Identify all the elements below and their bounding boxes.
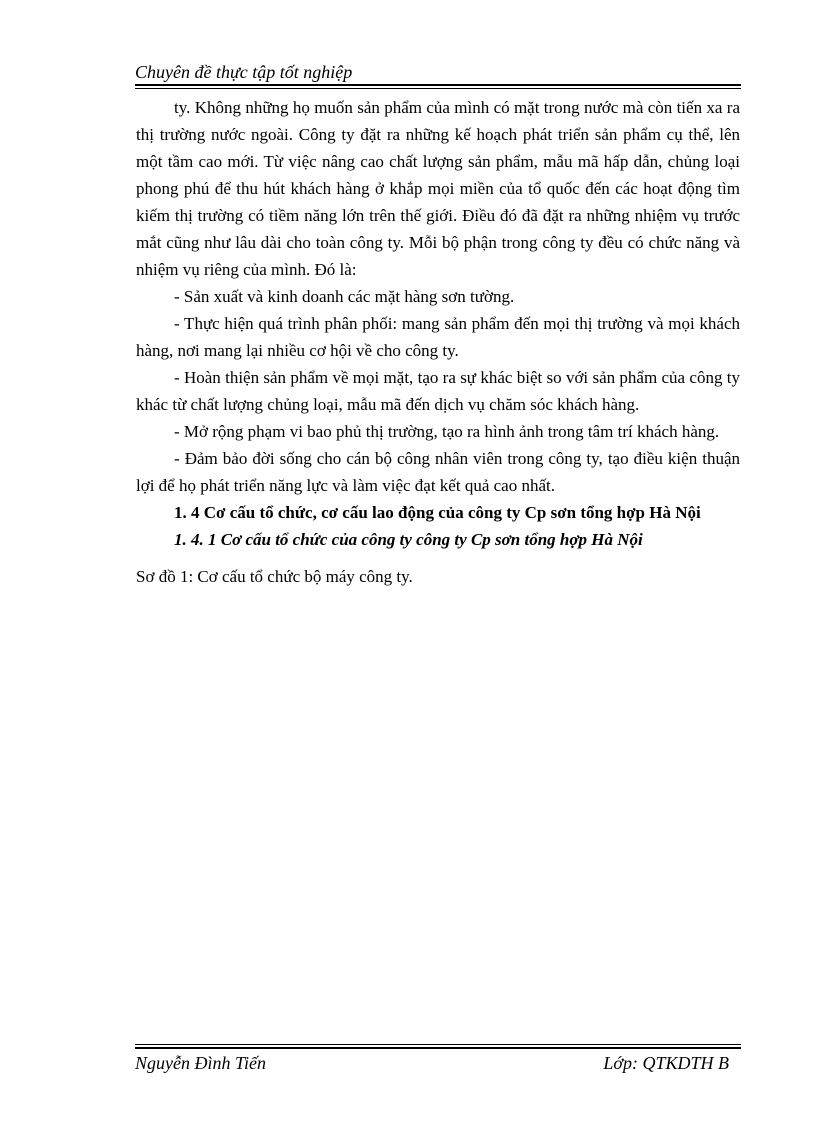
document-body: [136, 94, 740, 590]
section-heading: 1. 4 Cơ cấu tổ chức, cơ cấu lao động của công ty Cp sơn tổng hợp Hà Nội: [174, 503, 701, 522]
list-item: - Hoàn thiện sản phẩm về mọi mặt, tạo ra sự khác biệt so với sản phẩm của công ty khác từ chất lượng chủng loại, mẫu mã đến dịch vụ chăm sóc khách hàng.: [136, 368, 740, 414]
subsection-heading: 1. 4. 1 Cơ cấu tổ chức của công ty công ty Cp sơn tổng hợp Hà Nội: [174, 530, 643, 549]
intro-paragraph: ty. Không những họ muốn sản phẩm của mình có mặt trong nước mà còn tiến xa ra thị trường nước ngoài. Công ty đặt ra những kế hoạch phát triển sản phẩm cụ thể, lên một tầm cao mới. Từ việc nâng cao chất lượng sản phẩm, mẫu mã hấp dẫn, chủng loại phong phú để thu hút khách hàng ở khắp mọi miền của tổ quốc đến các hoạt động tìm kiếm thị trường có tiềm năng lớn trên thế giới. Điều đó đã đặt ra những nhiệm vụ trước mắt cũng như lâu dài cho toàn công ty. Mỗi bộ phận trong công ty đều có chức năng và nhiệm vụ riêng của mình. Đó là:: [136, 98, 740, 279]
list-item: - Đảm bảo đời sống cho cán bộ công nhân viên trong công ty, tạo điều kiện thuận lợi để họ phát triển năng lực và làm việc đạt kết quả cao nhất.: [136, 449, 740, 495]
figure-caption: Sơ đồ 1: Cơ cấu tổ chức bộ máy công ty.: [136, 567, 413, 586]
page-header-title: Chuyên đề thực tập tốt nghiệp: [135, 62, 353, 82]
list-item: - Mở rộng phạm vi bao phủ thị trường, tạo ra hình ảnh trong tâm trí khách hàng.: [174, 422, 720, 441]
footer-rule: [135, 1044, 741, 1045]
list-item: - Sản xuất và kinh doanh các mặt hàng sơn tường.: [174, 287, 515, 306]
footer-rule-thick: [135, 1047, 741, 1049]
header-rule-thin: [135, 88, 741, 89]
header-rule: [135, 84, 741, 86]
footer-class: Lớp: QTKDTH B: [603, 1053, 729, 1073]
footer-author: Nguyễn Đình Tiến: [135, 1053, 266, 1073]
list-item: - Thực hiện quá trình phân phối: mang sản phẩm đến mọi thị trường và mọi khách hàng, nơi mang lại nhiều cơ hội về cho công ty.: [136, 314, 740, 360]
